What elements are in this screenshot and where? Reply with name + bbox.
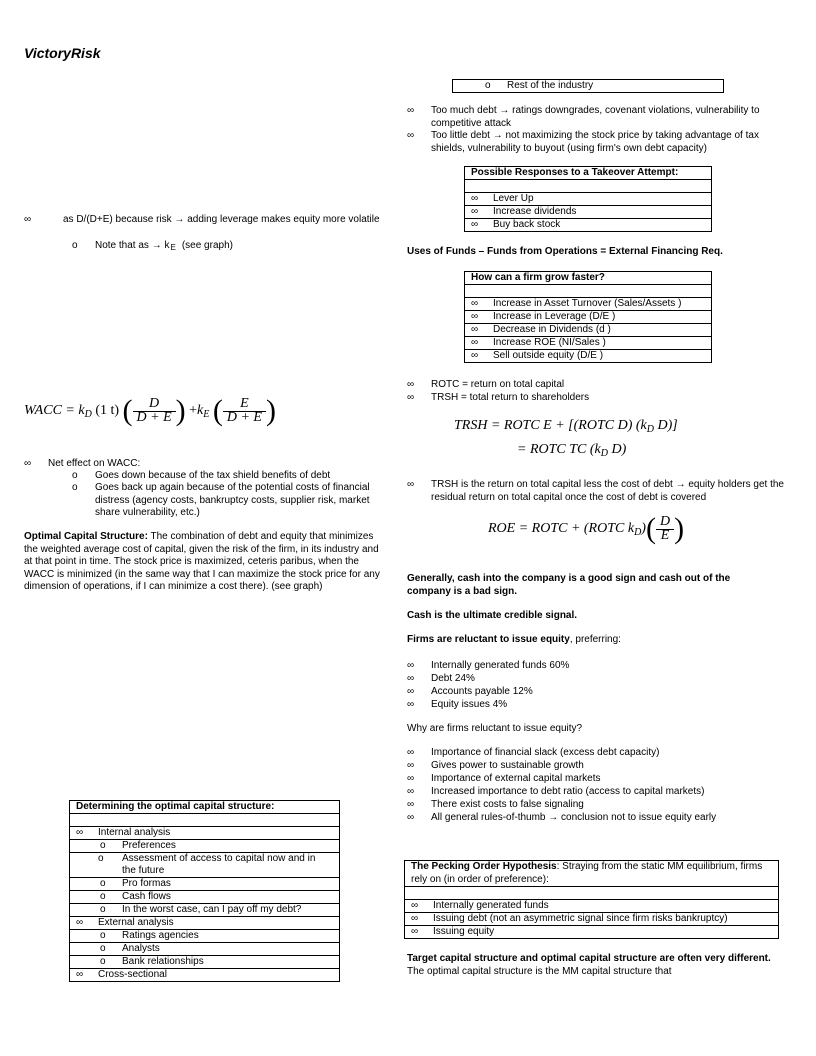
wacc-equity-fraction: $\frac{E}{D + E}$: [223, 398, 266, 424]
table-row: o Preferences: [70, 840, 340, 853]
table-row: ∞ Decrease in Dividends (d ): [465, 324, 712, 337]
table-row: ∞ Lever Up: [465, 193, 712, 206]
roe-equation: ROE = ROTC + (ROTC $k_D$)( $\frac{D}{E}$ ): [488, 511, 685, 545]
bullet-icon: ∞: [407, 392, 415, 403]
table-row: ∞ Internally generated funds: [405, 900, 779, 913]
table-spacer-row: [465, 285, 712, 298]
table-spacer-row: [405, 887, 779, 900]
net-effect-text: Net effect on WACC:: [48, 458, 141, 469]
table-row: o Ratings agencies: [70, 930, 340, 943]
wacc-kd-sub: D: [84, 409, 92, 421]
bullet-icon: ∞: [407, 479, 415, 490]
wacc-k: k: [78, 403, 85, 419]
table-row: o In the worst case, can I pay off my debt?: [70, 904, 340, 917]
optimal-capital-structure-paragraph: [24, 531, 386, 594]
takeover-table: [464, 166, 712, 232]
credible-signal-text: Cash is the ultimate credible signal.: [407, 610, 578, 621]
industry-table-fragment: [452, 79, 724, 93]
wacc-equation: WACC = $k_D$ (1 t) ( $\frac{D}{D + E}$ ) $+k_E$ ( $\frac{E}{D + E}$ ): [24, 393, 276, 427]
uses-of-funds-heading: Uses of Funds – Funds from Operations = External Financing Req.: [407, 246, 723, 257]
takeover-table-header: Possible Responses to a Takeover Attempt:: [465, 167, 712, 180]
wacc-debt-fraction: $\frac{D}{D + E}$: [133, 398, 176, 424]
why-question: Why are firms reluctant to issue equity?: [407, 723, 583, 734]
table-row: ∞ Cross-sectional: [70, 969, 340, 982]
wacc-ke-sub: E: [203, 409, 210, 421]
leverage-sub-text: Note that as → k: [95, 240, 170, 251]
table-row: ∞ Internal analysis: [70, 827, 340, 840]
sub-bullet-icon: o: [72, 482, 78, 493]
table-row: ∞ External analysis: [70, 917, 340, 930]
leverage-sub-subscript: E: [170, 243, 176, 252]
table-row: ∞ Increase in Leverage (D/E ): [465, 311, 712, 324]
wacc-k2: k: [197, 403, 204, 419]
table-row: ∞ Issuing equity: [405, 926, 779, 939]
bullet-icon: ∞: [24, 458, 32, 469]
table-row: o Cash flows: [70, 891, 340, 904]
table-row: o Rest of the industry: [453, 80, 724, 93]
table-row: ∞ Issuing debt (not an asymmetric signal since firm risks bankruptcy): [405, 913, 779, 926]
wacc-lhs: WACC =: [24, 403, 75, 419]
optimal-text: The combination of debt and equity that minimizes the weighted average cost of capital, given the risk of the firm, in its industry and at that point in time. The stock price is maximized, ceteris paribus, when the WACC is minimized (in the same way that I can maximize the stock price for any dimension of operations, if I can minimize a cost there). (see graph): [24, 531, 380, 592]
sub-bullet-icon: o: [72, 240, 78, 251]
table-row: ∞ Buy back stock: [465, 219, 712, 232]
bullet-icon: ∞: [407, 105, 415, 116]
grow-faster-table: [464, 271, 712, 363]
leverage-bullet-text: as D/(D+E) because risk → adding leverage makes equity more volatile: [63, 214, 380, 225]
grow-table-header: How can a firm grow faster?: [465, 272, 712, 285]
table-spacer-row: [465, 180, 712, 193]
reluctant-text: Firms are reluctant to issue equity, preferring:: [407, 634, 621, 645]
optimal-label: Optimal Capital Structure:: [24, 531, 148, 542]
bullet-icon: ∞: [24, 214, 32, 225]
table-row: o Analysts: [70, 943, 340, 956]
table-row: ∞ Sell outside equity (D/E ): [465, 350, 712, 363]
table-spacer-row: [70, 814, 340, 827]
table-row: ∞ Increase in Asset Turnover (Sales/Assets ): [465, 298, 712, 311]
determining-table-header: Determining the optimal capital structure:: [70, 801, 340, 814]
table-row: ∞ Increase ROE (NI/Sales ): [465, 337, 712, 350]
trsh-equation-line1: TRSH = ROTC E + [(ROTC D) ($k_D$ D)]: [454, 418, 678, 435]
trsh-equation-line2: = ROTC TC ($k_D$ D): [517, 442, 627, 459]
table-row: ∞ Increase dividends: [465, 206, 712, 219]
leverage-sub-tail: (see graph): [181, 240, 233, 251]
table-row: o Pro formas: [70, 878, 340, 891]
bullet-icon: ∞: [407, 130, 415, 141]
cash-signal-text: Generally, cash into the company is a good sign and cash out of the company is a bad sign.: [407, 573, 731, 597]
bullet-icon: ∞: [407, 379, 415, 390]
pecking-table-header: The Pecking Order Hypothesis: Straying from the static MM equilibrium, firms rely on (in order of preference):: [405, 861, 779, 887]
target-capital-paragraph: Target capital structure and optimal capital structure are often very different. The optimal capital structure is the MM capital structure that: [407, 953, 771, 977]
sub-bullet-icon: o: [72, 470, 78, 481]
pecking-order-table: [404, 860, 779, 939]
table-row: o Assessment of access to capital now and in the future: [70, 853, 340, 878]
determining-optimal-table: [69, 800, 340, 982]
document-title: VictoryRisk: [24, 45, 101, 61]
table-row: o Bank relationships: [70, 956, 340, 969]
wacc-tax-term: (1 t): [95, 403, 120, 419]
wacc-plus: +: [189, 403, 198, 419]
